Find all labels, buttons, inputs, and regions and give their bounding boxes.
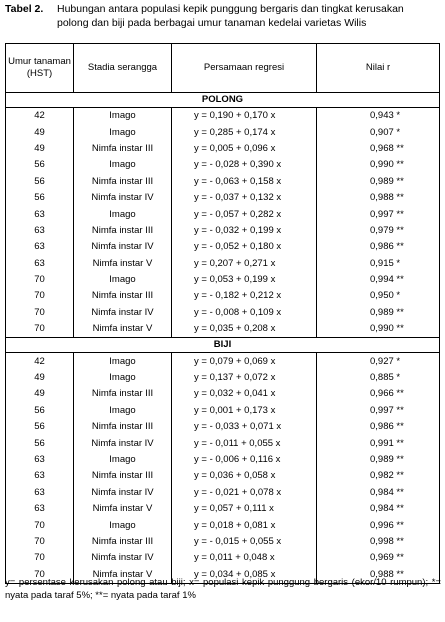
header-umur-line2: (HST) xyxy=(26,68,53,79)
cell-stadia: Imago xyxy=(74,272,172,288)
cell-regresi: y = 0,053 + 0,199 x xyxy=(172,272,317,288)
table-row xyxy=(6,190,440,206)
cell-umur: 63 xyxy=(6,256,74,272)
cell-nilai-r: 0,997 ** xyxy=(317,403,440,419)
cell-stadia: Nimfa instar III xyxy=(74,534,172,550)
cell-stadia: Nimfa instar IV xyxy=(74,550,172,566)
table-row xyxy=(6,256,440,272)
table-row xyxy=(6,386,440,402)
cell-umur: 49 xyxy=(6,141,74,157)
caption-line-1 xyxy=(5,2,441,16)
cell-umur: 56 xyxy=(6,435,74,451)
cell-regresi: y = - 0,063 + 0,158 x xyxy=(172,174,317,190)
cell-umur: 49 xyxy=(6,124,74,140)
cell-nilai-r: 0,997 ** xyxy=(317,206,440,222)
table-caption xyxy=(5,2,441,30)
cell-stadia: Imago xyxy=(74,108,172,125)
cell-regresi: y = 0,285 + 0,174 x xyxy=(172,124,317,140)
cell-umur: 63 xyxy=(6,452,74,468)
cell-nilai-r: 0,989 ** xyxy=(317,452,440,468)
caption-text-2: polong dan biji pada berbagai umur tanaman kedelai varietas Wilis xyxy=(57,17,367,29)
cell-regresi: y = - 0,052 + 0,180 x xyxy=(172,239,317,255)
cell-stadia: Imago xyxy=(74,353,172,370)
cell-stadia: Imago xyxy=(74,157,172,173)
section-title: POLONG xyxy=(6,93,440,108)
cell-nilai-r: 0,984 ** xyxy=(317,485,440,501)
cell-stadia: Nimfa instar III xyxy=(74,223,172,239)
cell-umur: 70 xyxy=(6,517,74,533)
table-row xyxy=(6,321,440,338)
table-row xyxy=(6,370,440,386)
cell-stadia: Nimfa instar IV xyxy=(74,239,172,255)
cell-nilai-r: 0,986 ** xyxy=(317,239,440,255)
cell-stadia: Nimfa instar III xyxy=(74,386,172,402)
table-row xyxy=(6,403,440,419)
cell-stadia: Imago xyxy=(74,517,172,533)
cell-stadia: Nimfa instar IV xyxy=(74,485,172,501)
cell-stadia: Nimfa instar V xyxy=(74,321,172,338)
cell-stadia: Nimfa instar IV xyxy=(74,305,172,321)
cell-regresi: y = 0,207 + 0,271 x xyxy=(172,256,317,272)
cell-umur: 63 xyxy=(6,485,74,501)
cell-umur: 49 xyxy=(6,386,74,402)
cell-regresi: y = 0,018 + 0,081 x xyxy=(172,517,317,533)
cell-regresi: y = 0,036 + 0,058 x xyxy=(172,468,317,484)
cell-nilai-r: 0,979 ** xyxy=(317,223,440,239)
cell-umur: 42 xyxy=(6,108,74,125)
cell-umur: 70 xyxy=(6,534,74,550)
table-header-row xyxy=(6,44,440,93)
cell-nilai-r: 0,968 ** xyxy=(317,141,440,157)
table-row xyxy=(6,124,440,140)
table-row xyxy=(6,452,440,468)
cell-nilai-r: 0,966 ** xyxy=(317,386,440,402)
header-umur xyxy=(6,44,74,93)
cell-umur: 63 xyxy=(6,206,74,222)
cell-stadia: Nimfa instar V xyxy=(74,567,172,584)
cell-nilai-r: 0,990 ** xyxy=(317,157,440,173)
cell-regresi: y = - 0,037 + 0,132 x xyxy=(172,190,317,206)
cell-umur: 70 xyxy=(6,550,74,566)
table-row xyxy=(6,174,440,190)
cell-regresi: y = 0,035 + 0,208 x xyxy=(172,321,317,338)
cell-regresi: y = - 0,015 + 0,055 x xyxy=(172,534,317,550)
cell-stadia: Nimfa instar IV xyxy=(74,435,172,451)
cell-stadia: Nimfa instar III xyxy=(74,419,172,435)
header-nilai: Nilai r xyxy=(317,44,440,93)
section-row-polong xyxy=(6,93,440,108)
cell-nilai-r: 0,986 ** xyxy=(317,419,440,435)
cell-nilai-r: 0,994 ** xyxy=(317,272,440,288)
cell-nilai-r: 0,982 ** xyxy=(317,468,440,484)
cell-nilai-r: 0,969 ** xyxy=(317,550,440,566)
table-row xyxy=(6,239,440,255)
cell-umur: 70 xyxy=(6,288,74,304)
cell-regresi: y = 0,032 + 0,041 x xyxy=(172,386,317,402)
cell-umur: 56 xyxy=(6,419,74,435)
cell-umur: 56 xyxy=(6,190,74,206)
table-row xyxy=(6,517,440,533)
cell-umur: 63 xyxy=(6,501,74,517)
table-row xyxy=(6,550,440,566)
cell-nilai-r: 0,988 ** xyxy=(317,567,440,584)
cell-regresi: y = - 0,182 + 0,212 x xyxy=(172,288,317,304)
cell-nilai-r: 0,907 * xyxy=(317,124,440,140)
cell-regresi: y = - 0,057 + 0,282 x xyxy=(172,206,317,222)
cell-stadia: Nimfa instar V xyxy=(74,256,172,272)
header-regresi: Persamaan regresi xyxy=(172,44,317,93)
table-row xyxy=(6,435,440,451)
cell-nilai-r: 0,984 ** xyxy=(317,501,440,517)
header-stadia: Stadia serangga xyxy=(74,44,172,93)
cell-regresi: y = - 0,011 + 0,055 x xyxy=(172,435,317,451)
cell-stadia: Imago xyxy=(74,206,172,222)
cell-regresi: y = 0,005 + 0,096 x xyxy=(172,141,317,157)
cell-stadia: Nimfa instar III xyxy=(74,468,172,484)
cell-regresi: y = 0,034 + 0,085 x xyxy=(172,567,317,584)
cell-nilai-r: 0,989 ** xyxy=(317,174,440,190)
cell-umur: 70 xyxy=(6,272,74,288)
cell-nilai-r: 0,989 ** xyxy=(317,305,440,321)
table-row xyxy=(6,305,440,321)
cell-umur: 63 xyxy=(6,223,74,239)
cell-stadia: Imago xyxy=(74,370,172,386)
cell-regresi: y = - 0,006 + 0,116 x xyxy=(172,452,317,468)
cell-umur: 70 xyxy=(6,305,74,321)
regression-table xyxy=(5,43,440,584)
cell-umur: 63 xyxy=(6,239,74,255)
cell-umur: 56 xyxy=(6,174,74,190)
cell-regresi: y = 0,011 + 0,048 x xyxy=(172,550,317,566)
table-row xyxy=(6,206,440,222)
table-row xyxy=(6,141,440,157)
cell-regresi: y = - 0,028 + 0,390 x xyxy=(172,157,317,173)
cell-stadia: Nimfa instar III xyxy=(74,288,172,304)
cell-nilai-r: 0,988 ** xyxy=(317,190,440,206)
cell-umur: 63 xyxy=(6,468,74,484)
cell-nilai-r: 0,927 * xyxy=(317,353,440,370)
header-umur-line1: Umur tanaman xyxy=(8,56,71,67)
table-row xyxy=(6,272,440,288)
cell-regresi: y = - 0,021 + 0,078 x xyxy=(172,485,317,501)
table-body xyxy=(6,93,440,584)
cell-nilai-r: 0,998 ** xyxy=(317,534,440,550)
cell-stadia: Imago xyxy=(74,124,172,140)
table-row xyxy=(6,534,440,550)
cell-nilai-r: 0,996 ** xyxy=(317,517,440,533)
cell-stadia: Nimfa instar III xyxy=(74,141,172,157)
table-row xyxy=(6,108,440,125)
cell-umur: 70 xyxy=(6,321,74,338)
cell-regresi: y = - 0,008 + 0,109 x xyxy=(172,305,317,321)
cell-regresi: y = 0,079 + 0,069 x xyxy=(172,353,317,370)
cell-regresi: y = 0,057 + 0,111 x xyxy=(172,501,317,517)
table-row xyxy=(6,353,440,370)
table-row xyxy=(6,468,440,484)
cell-nilai-r: 0,990 ** xyxy=(317,321,440,338)
cell-nilai-r: 0,885 * xyxy=(317,370,440,386)
table-row xyxy=(6,419,440,435)
cell-nilai-r: 0,991 ** xyxy=(317,435,440,451)
caption-label: Tabel 2. xyxy=(5,3,44,15)
cell-umur: 42 xyxy=(6,353,74,370)
cell-stadia: Nimfa instar III xyxy=(74,174,172,190)
table-row xyxy=(6,501,440,517)
cell-stadia: Imago xyxy=(74,452,172,468)
cell-regresi: y = 0,001 + 0,173 x xyxy=(172,403,317,419)
cell-nilai-r: 0,943 * xyxy=(317,108,440,125)
cell-regresi: y = 0,190 + 0,170 x xyxy=(172,108,317,125)
table-footnote: y= persentase kerusakan polong atau biji; x= populasi kepik punggung bergaris (ekor/10 rumpun); *= nyata pada taraf 5%; **= nyata pada taraf 1% xyxy=(5,577,441,601)
table-row xyxy=(6,223,440,239)
cell-stadia: Nimfa instar IV xyxy=(74,190,172,206)
cell-umur: 49 xyxy=(6,370,74,386)
cell-regresi: y = 0,137 + 0,072 x xyxy=(172,370,317,386)
section-row-biji xyxy=(6,338,440,353)
cell-regresi: y = - 0,033 + 0,071 x xyxy=(172,419,317,435)
caption-text-1: Hubungan antara populasi kepik punggung bergaris dan tingkat kerusakan xyxy=(57,3,404,15)
cell-umur: 70 xyxy=(6,567,74,584)
section-title: BIJI xyxy=(6,338,440,353)
cell-nilai-r: 0,950 * xyxy=(317,288,440,304)
cell-stadia: Imago xyxy=(74,403,172,419)
cell-regresi: y = - 0,032 + 0,199 x xyxy=(172,223,317,239)
cell-stadia: Nimfa instar V xyxy=(74,501,172,517)
table-row xyxy=(6,288,440,304)
cell-nilai-r: 0,915 * xyxy=(317,256,440,272)
table-row xyxy=(6,157,440,173)
table-row xyxy=(6,485,440,501)
cell-umur: 56 xyxy=(6,403,74,419)
cell-umur: 56 xyxy=(6,157,74,173)
